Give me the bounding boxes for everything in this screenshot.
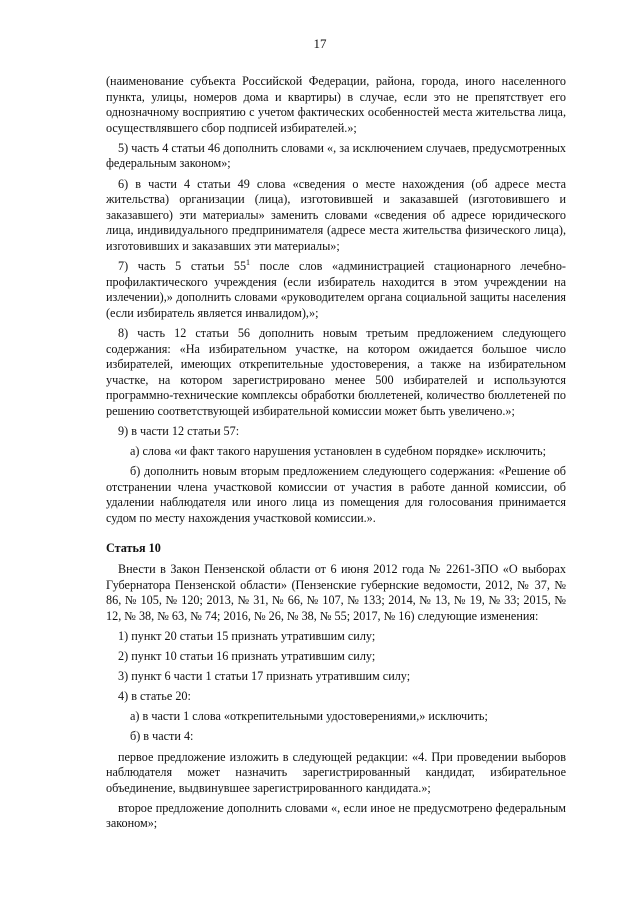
paragraph-item-8: 8) часть 12 статьи 56 дополнить новым третьим предложением следующего содержания: «На избирательном участке, на котором ожидается большое число избирателей, имеющих открепительные удостоверения, а также на избирательном участке, на котором зарегистрировано менее 500 избирателей и используются программно-технические комплексы обработки бюллетеней, количество бюллетеней по решению соответствующей избирательной комиссии может быть увеличено.»; bbox=[106, 325, 566, 418]
item-7-text-start: 7) часть 5 статьи 55 bbox=[118, 259, 247, 274]
paragraph-first-sentence: первое предложение изложить в следующей редакции: «4. При проведении выборов наблюдателя может назначить зарегистрированный кандидат, избирательное объединение, выдвинувшее зарегистрированного кандидата.»; bbox=[106, 749, 566, 795]
item-7-superscript: 1 bbox=[246, 257, 251, 267]
paragraph-item-5: 5) часть 4 статьи 46 дополнить словами «, за исключением случаев, предусмотренных федеральным законом»; bbox=[106, 140, 566, 171]
article-intro: Внести в Закон Пензенской области от 6 июня 2012 года № 2261-ЗПО «О выборах Губернатора Пензенской области» (Пензенские губернские ведомости, 2012, № 37, № 86, № 105, № 120; 2013, № 31, № 66, № 107, № 133; 2014, № 13, № 19, № 33; 2015, № 12, № 38, № 63, № 74; 2016, № 26, № 38, № 55; 2017, № 16) следующие изменения: bbox=[106, 562, 566, 623]
document-body bbox=[106, 74, 566, 837]
paragraph-item-9b: б) дополнить новым вторым предложением следующего содержания: «Решение об отстранении члена участковой комиссии от участия в работе данной комиссии, об удалении наблюдателя или иного лица из помещения для голосования принимается судом по месту нахождения участковой комиссии.». bbox=[106, 464, 566, 525]
sub-item-b: б) в части 4: bbox=[130, 729, 194, 744]
paragraph-item-9: 9) в части 12 статьи 57: bbox=[118, 423, 240, 438]
article-item-4: 4) в статье 20: bbox=[118, 689, 191, 704]
paragraph-continuation: (наименование субъекта Российской Федерации, района, города, иного населенного пункта, улицы, номеров дома и квартиры) в случае, если это не препятствует его однозначному восприятию с учетом фактических особенностей места жительства лица, осуществлявшего сбор подписей избирателей.»; bbox=[106, 74, 566, 135]
article-item-3: 3) пункт 6 части 1 статьи 17 признать утратившим силу; bbox=[118, 669, 411, 684]
sub-item-a: а) в части 1 слова «открепительными удостоверениями,» исключить; bbox=[130, 709, 488, 724]
article-item-2: 2) пункт 10 статьи 16 признать утратившим силу; bbox=[118, 649, 376, 664]
page-number: 17 bbox=[313, 36, 327, 51]
paragraph-item-7 bbox=[106, 259, 566, 321]
paragraph-item-6: 6) в части 4 статьи 49 слова «сведения о месте нахождения (об адресе места жительства) организации (лица), изготовившей и заказавшей (изготовившего и заказавшего) эти материалы» заменить словами «сведения об адресе юридического лица, индивидуального предпринимателя (адресе места жительства физического лица), изготовивших и заказавших эти материалы»; bbox=[106, 176, 566, 253]
paragraph-second-sentence: второе предложение дополнить словами «, если иное не предусмотрено федеральным законом»; bbox=[106, 800, 566, 831]
article-item-1: 1) пункт 20 статьи 15 признать утратившим силу; bbox=[118, 629, 376, 643]
paragraph-item-9a: а) слова «и факт такого нарушения установлен в судебном порядке» исключить; bbox=[130, 444, 546, 459]
item-7-text-end: после слов «администрацией стационарного лечебно-профилактического учреждения (если избиратель находится в этом учреждении на излечении),» дополнить словами «руководителем органа социальной защиты населения (если избиратель является инвалидом),»; bbox=[106, 259, 566, 320]
article-heading: Статья 10 bbox=[106, 540, 161, 555]
